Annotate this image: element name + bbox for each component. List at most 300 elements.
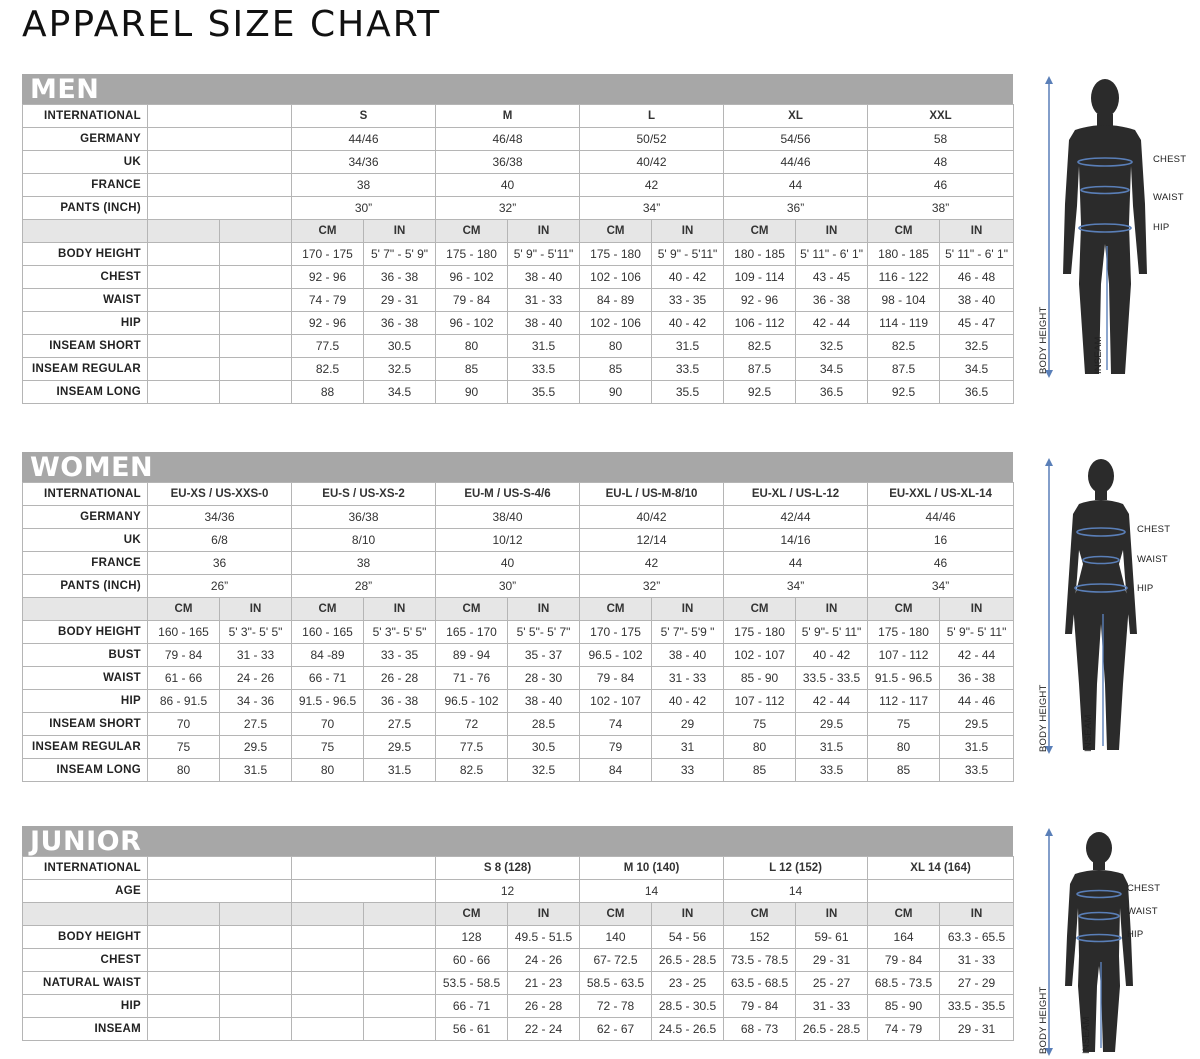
table-row <box>23 243 1014 266</box>
table-cell: 44 <box>724 174 868 197</box>
size-cell: S <box>292 105 436 128</box>
table-cell: 62 - 67 <box>580 1018 652 1041</box>
table-cell: 35.5 <box>508 381 580 404</box>
table-cell: 38 - 40 <box>508 690 580 713</box>
table-cell: 79 - 84 <box>148 644 220 667</box>
table-cell: 34/36 <box>148 506 292 529</box>
table-cell: 42/44 <box>724 506 868 529</box>
table-cell: 106 - 112 <box>724 312 796 335</box>
table-cell: 5' 9"- 5' 11" <box>796 621 868 644</box>
size-cell: XXL <box>868 105 1014 128</box>
table-cell: 56 - 61 <box>436 1018 508 1041</box>
table-cell: 92.5 <box>868 381 940 404</box>
table-cell: 92.5 <box>724 381 796 404</box>
table-cell: 38” <box>868 197 1014 220</box>
men-banner: MEN <box>22 74 1013 104</box>
table-cell: 102 - 107 <box>724 644 796 667</box>
page-title: APPAREL SIZE CHART <box>22 4 442 45</box>
figure-label-waist: WAIST <box>1153 192 1184 203</box>
table-row <box>23 644 1014 667</box>
table-cell: 29 - 31 <box>940 1018 1014 1041</box>
table-cell: 175 - 180 <box>868 621 940 644</box>
table-cell: 54 - 56 <box>652 926 724 949</box>
unit-cm: CM <box>292 220 364 243</box>
table-cell: 36 <box>148 552 292 575</box>
table-row <box>23 857 1014 880</box>
table-cell: 46 <box>868 552 1014 575</box>
table-cell: 23 - 25 <box>652 972 724 995</box>
table-cell: 61 - 66 <box>148 667 220 690</box>
table-cell: 96.5 - 102 <box>436 690 508 713</box>
unit-in: IN <box>508 598 580 621</box>
empty-cell <box>292 1018 364 1041</box>
table-cell: 79 - 84 <box>724 995 796 1018</box>
table-row <box>23 713 1014 736</box>
unit-in: IN <box>220 598 292 621</box>
table-cell: 38/40 <box>436 506 580 529</box>
table-cell: 86 - 91.5 <box>148 690 220 713</box>
men-figure <box>1035 74 1195 378</box>
women-section <box>22 452 1013 782</box>
table-cell: 74 <box>580 713 652 736</box>
table-row <box>23 151 1014 174</box>
table-cell: 31.5 <box>940 736 1014 759</box>
table-cell: 24.5 - 26.5 <box>652 1018 724 1041</box>
table-cell: 85 <box>436 358 508 381</box>
empty-cell <box>148 880 292 903</box>
table-cell <box>868 880 1014 903</box>
table-cell: 70 <box>292 713 364 736</box>
unit-in: IN <box>364 220 436 243</box>
empty-cell <box>148 220 220 243</box>
empty-cell <box>292 949 364 972</box>
table-cell: 38 - 40 <box>652 644 724 667</box>
table-cell: 175 - 180 <box>436 243 508 266</box>
row-label-hip: HIP <box>23 995 148 1018</box>
table-cell: 77.5 <box>292 335 364 358</box>
table-cell: 32” <box>436 197 580 220</box>
table-cell: 44/46 <box>292 128 436 151</box>
table-cell: 75 <box>292 736 364 759</box>
table-cell: 84 -89 <box>292 644 364 667</box>
size-cell: EU-XL / US-L-12 <box>724 483 868 506</box>
size-cell: M <box>436 105 580 128</box>
unit-in: IN <box>652 598 724 621</box>
empty-cell <box>364 949 436 972</box>
row-label-inseam-short: INSEAM SHORT <box>23 335 148 358</box>
empty-cell <box>220 289 292 312</box>
women-size-table <box>22 482 1014 782</box>
empty-cell <box>148 949 220 972</box>
table-cell: 44 - 46 <box>940 690 1014 713</box>
table-cell: 72 - 78 <box>580 995 652 1018</box>
table-cell: 27.5 <box>220 713 292 736</box>
table-cell: 89 - 94 <box>436 644 508 667</box>
empty-cell <box>148 381 220 404</box>
row-label-chest: CHEST <box>23 949 148 972</box>
table-cell: 74 - 79 <box>292 289 364 312</box>
unit-in: IN <box>364 598 436 621</box>
male-silhouette-icon <box>1035 74 1195 378</box>
men-size-table <box>22 104 1014 404</box>
table-cell: 80 <box>292 759 364 782</box>
empty-cell <box>220 903 292 926</box>
unit-cm: CM <box>292 598 364 621</box>
empty-cell <box>148 151 292 174</box>
unit-row <box>23 598 1014 621</box>
table-cell: 36” <box>724 197 868 220</box>
table-row <box>23 483 1014 506</box>
table-cell: 75 <box>724 713 796 736</box>
table-cell: 175 - 180 <box>580 243 652 266</box>
table-cell: 85 <box>868 759 940 782</box>
table-cell: 80 <box>580 335 652 358</box>
empty-cell <box>292 926 364 949</box>
table-cell: 12 <box>436 880 580 903</box>
table-cell: 40 - 42 <box>652 312 724 335</box>
row-label-chest: CHEST <box>23 266 148 289</box>
table-cell: 165 - 170 <box>436 621 508 644</box>
table-cell: 5' 7"- 5'9 " <box>652 621 724 644</box>
table-cell: 33.5 - 33.5 <box>796 667 868 690</box>
table-cell: 90 <box>436 381 508 404</box>
unit-in: IN <box>652 220 724 243</box>
table-cell: 42 <box>580 174 724 197</box>
table-cell: 34” <box>724 575 868 598</box>
table-cell: 63.3 - 65.5 <box>940 926 1014 949</box>
table-cell: 40 - 42 <box>796 644 868 667</box>
unit-cm: CM <box>724 903 796 926</box>
table-cell: 31 <box>652 736 724 759</box>
unit-row <box>23 220 1014 243</box>
row-label-international: INTERNATIONAL <box>23 105 148 128</box>
table-cell: 66 - 71 <box>292 667 364 690</box>
table-cell: 34.5 <box>364 381 436 404</box>
table-cell: 49.5 - 51.5 <box>508 926 580 949</box>
table-cell: 44/46 <box>724 151 868 174</box>
table-cell: 36.5 <box>940 381 1014 404</box>
table-cell: 91.5 - 96.5 <box>292 690 364 713</box>
table-cell: 29.5 <box>940 713 1014 736</box>
table-row <box>23 506 1014 529</box>
table-cell: 32” <box>580 575 724 598</box>
table-cell: 33 - 35 <box>364 644 436 667</box>
unit-cm: CM <box>868 220 940 243</box>
empty-cell <box>148 128 292 151</box>
table-cell: 26 - 28 <box>364 667 436 690</box>
table-cell: 8/10 <box>292 529 436 552</box>
empty-cell <box>148 174 292 197</box>
empty-cell <box>148 857 292 880</box>
table-cell: 70 <box>148 713 220 736</box>
table-row <box>23 667 1014 690</box>
table-cell: 160 - 165 <box>292 621 364 644</box>
table-cell: 45 - 47 <box>940 312 1014 335</box>
women-banner: WOMEN <box>22 452 1013 482</box>
unit-in: IN <box>940 903 1014 926</box>
empty-cell <box>220 243 292 266</box>
figure-label-chest: CHEST <box>1137 524 1171 535</box>
empty-cell <box>220 266 292 289</box>
table-cell: 34” <box>580 197 724 220</box>
table-cell: 73.5 - 78.5 <box>724 949 796 972</box>
empty-cell <box>292 995 364 1018</box>
table-cell: 31.5 <box>508 335 580 358</box>
table-cell: 5' 3"- 5' 5" <box>220 621 292 644</box>
table-cell: 42 - 44 <box>796 312 868 335</box>
table-cell: 26.5 - 28.5 <box>652 949 724 972</box>
size-cell: EU-L / US-M-8/10 <box>580 483 724 506</box>
empty-cell <box>364 903 436 926</box>
empty-cell <box>148 312 220 335</box>
empty-cell <box>148 358 220 381</box>
table-cell: 42 - 44 <box>940 644 1014 667</box>
table-cell: 28.5 <box>508 713 580 736</box>
table-cell: 29 <box>652 713 724 736</box>
empty-cell <box>220 949 292 972</box>
table-cell: 79 <box>580 736 652 759</box>
table-cell: 35.5 <box>652 381 724 404</box>
row-label-germany: GERMANY <box>23 128 148 151</box>
table-cell: 140 <box>580 926 652 949</box>
table-cell: 5' 7" - 5' 9" <box>364 243 436 266</box>
empty-cell <box>148 105 292 128</box>
empty-cell <box>148 903 220 926</box>
table-cell: 74 - 79 <box>868 1018 940 1041</box>
row-label-inseam-regular: INSEAM REGULAR <box>23 736 148 759</box>
table-cell: 58.5 - 63.5 <box>580 972 652 995</box>
unit-in: IN <box>940 220 1014 243</box>
table-cell: 5' 9" - 5'11" <box>652 243 724 266</box>
row-label-germany: GERMANY <box>23 506 148 529</box>
table-cell: 36 - 38 <box>940 667 1014 690</box>
table-cell: 30” <box>292 197 436 220</box>
row-label-france: FRANCE <box>23 552 148 575</box>
table-cell: 85 - 90 <box>868 995 940 1018</box>
table-cell: 75 <box>148 736 220 759</box>
empty-cell <box>23 220 148 243</box>
table-cell: 152 <box>724 926 796 949</box>
table-cell: 31.5 <box>796 736 868 759</box>
empty-cell <box>292 880 436 903</box>
table-row <box>23 926 1014 949</box>
female-silhouette-icon <box>1035 454 1195 754</box>
table-cell: 98 - 104 <box>868 289 940 312</box>
unit-in: IN <box>796 903 868 926</box>
table-row <box>23 335 1014 358</box>
table-row <box>23 880 1014 903</box>
size-cell: XL <box>724 105 868 128</box>
table-row <box>23 690 1014 713</box>
table-cell: 92 - 96 <box>724 289 796 312</box>
table-cell: 29 - 31 <box>364 289 436 312</box>
figure-label-chest: CHEST <box>1127 883 1161 894</box>
row-label-uk: UK <box>23 151 148 174</box>
empty-cell <box>148 289 220 312</box>
table-cell: 33.5 <box>796 759 868 782</box>
row-label-body-height: BODY HEIGHT <box>23 926 148 949</box>
table-cell: 72 <box>436 713 508 736</box>
table-cell: 68 - 73 <box>724 1018 796 1041</box>
table-row <box>23 972 1014 995</box>
row-label-pants: PANTS (INCH) <box>23 575 148 598</box>
row-label-hip: HIP <box>23 690 148 713</box>
figure-label-body-height: BODY HEIGHT <box>1038 306 1049 374</box>
row-label-france: FRANCE <box>23 174 148 197</box>
figure-label-hip: HIP <box>1137 583 1154 594</box>
table-cell: 34 - 36 <box>220 690 292 713</box>
table-cell: 92 - 96 <box>292 266 364 289</box>
row-label-inseam: INSEAM <box>23 1018 148 1041</box>
table-cell: 36.5 <box>796 381 868 404</box>
table-cell: 44/46 <box>868 506 1014 529</box>
figure-label-inseam: INSEAM <box>1093 336 1104 374</box>
unit-cm: CM <box>580 598 652 621</box>
table-cell: 40/42 <box>580 506 724 529</box>
row-label-international: INTERNATIONAL <box>23 857 148 880</box>
table-cell: 33.5 - 35.5 <box>940 995 1014 1018</box>
empty-cell <box>364 972 436 995</box>
figure-label-inseam: INSEAM <box>1081 1016 1092 1054</box>
table-cell: 170 - 175 <box>292 243 364 266</box>
table-cell: 6/8 <box>148 529 292 552</box>
table-cell: 21 - 23 <box>508 972 580 995</box>
empty-cell <box>220 926 292 949</box>
row-label-body-height: BODY HEIGHT <box>23 621 148 644</box>
table-cell: 5' 3"- 5' 5" <box>364 621 436 644</box>
table-cell: 12/14 <box>580 529 724 552</box>
table-cell: 33 - 35 <box>652 289 724 312</box>
table-row <box>23 105 1014 128</box>
table-cell: 66 - 71 <box>436 995 508 1018</box>
table-cell: 85 <box>724 759 796 782</box>
empty-cell <box>220 335 292 358</box>
table-cell: 42 <box>580 552 724 575</box>
table-cell: 87.5 <box>724 358 796 381</box>
table-cell: 34.5 <box>940 358 1014 381</box>
empty-cell <box>220 381 292 404</box>
table-cell: 38 - 40 <box>940 289 1014 312</box>
table-cell: 44 <box>724 552 868 575</box>
unit-cm: CM <box>148 598 220 621</box>
table-cell: 14 <box>724 880 868 903</box>
row-label-body-height: BODY HEIGHT <box>23 243 148 266</box>
size-cell: S 8 (128) <box>436 857 580 880</box>
table-cell: 31 - 33 <box>508 289 580 312</box>
table-cell: 24 - 26 <box>508 949 580 972</box>
table-cell: 26.5 - 28.5 <box>796 1018 868 1041</box>
figure-label-inseam: INSEAM <box>1083 714 1094 752</box>
table-cell: 5' 9" - 5'11" <box>508 243 580 266</box>
table-cell: 60 - 66 <box>436 949 508 972</box>
row-label-waist: WAIST <box>23 289 148 312</box>
table-row <box>23 575 1014 598</box>
table-cell: 36/38 <box>436 151 580 174</box>
figure-label-hip: HIP <box>1127 929 1144 940</box>
table-row <box>23 621 1014 644</box>
table-cell: 80 <box>868 736 940 759</box>
table-row <box>23 529 1014 552</box>
unit-in: IN <box>508 220 580 243</box>
table-cell: 24 - 26 <box>220 667 292 690</box>
table-cell: 46/48 <box>436 128 580 151</box>
unit-in: IN <box>796 598 868 621</box>
unit-cm: CM <box>724 220 796 243</box>
row-label-pants: PANTS (INCH) <box>23 197 148 220</box>
table-cell: 164 <box>868 926 940 949</box>
empty-cell <box>364 926 436 949</box>
table-cell: 38 <box>292 552 436 575</box>
table-row <box>23 736 1014 759</box>
table-cell: 38 - 40 <box>508 266 580 289</box>
table-cell: 31.5 <box>220 759 292 782</box>
table-cell: 27.5 <box>364 713 436 736</box>
table-cell: 32.5 <box>796 335 868 358</box>
unit-cm: CM <box>436 220 508 243</box>
child-silhouette-icon <box>1035 826 1195 1056</box>
size-cell: L 12 (152) <box>724 857 868 880</box>
unit-row <box>23 903 1014 926</box>
table-cell: 5' 9"- 5' 11" <box>940 621 1014 644</box>
table-cell: 40/42 <box>580 151 724 174</box>
women-figure <box>1035 454 1195 754</box>
table-cell: 28” <box>292 575 436 598</box>
table-cell: 80 <box>148 759 220 782</box>
table-cell: 32.5 <box>508 759 580 782</box>
table-row <box>23 312 1014 335</box>
table-row <box>23 759 1014 782</box>
junior-banner: JUNIOR <box>22 826 1013 856</box>
table-row <box>23 381 1014 404</box>
empty-cell <box>292 903 364 926</box>
table-cell: 75 <box>868 713 940 736</box>
empty-cell <box>148 266 220 289</box>
size-cell: EU-M / US-S-4/6 <box>436 483 580 506</box>
table-cell: 29.5 <box>364 736 436 759</box>
empty-cell <box>220 358 292 381</box>
table-cell: 50/52 <box>580 128 724 151</box>
table-cell: 82.5 <box>436 759 508 782</box>
empty-cell <box>148 335 220 358</box>
unit-cm: CM <box>868 598 940 621</box>
table-cell: 22 - 24 <box>508 1018 580 1041</box>
table-cell: 29.5 <box>220 736 292 759</box>
figure-label-hip: HIP <box>1153 222 1170 233</box>
junior-figure <box>1035 826 1195 1056</box>
table-cell: 79 - 84 <box>868 949 940 972</box>
table-row <box>23 358 1014 381</box>
row-label-inseam-short: INSEAM SHORT <box>23 713 148 736</box>
table-cell: 28.5 - 30.5 <box>652 995 724 1018</box>
unit-in: IN <box>796 220 868 243</box>
table-cell: 33.5 <box>508 358 580 381</box>
table-cell: 30.5 <box>364 335 436 358</box>
table-cell: 77.5 <box>436 736 508 759</box>
table-cell: 180 - 185 <box>868 243 940 266</box>
unit-cm: CM <box>724 598 796 621</box>
row-label-uk: UK <box>23 529 148 552</box>
table-row <box>23 128 1014 151</box>
size-cell: L <box>580 105 724 128</box>
table-cell: 102 - 107 <box>580 690 652 713</box>
empty-cell <box>148 1018 220 1041</box>
empty-cell <box>148 995 220 1018</box>
empty-cell <box>148 972 220 995</box>
figure-label-chest: CHEST <box>1153 154 1187 165</box>
figure-label-body-height: BODY HEIGHT <box>1038 684 1049 752</box>
table-cell: 33.5 <box>652 358 724 381</box>
unit-cm: CM <box>868 903 940 926</box>
